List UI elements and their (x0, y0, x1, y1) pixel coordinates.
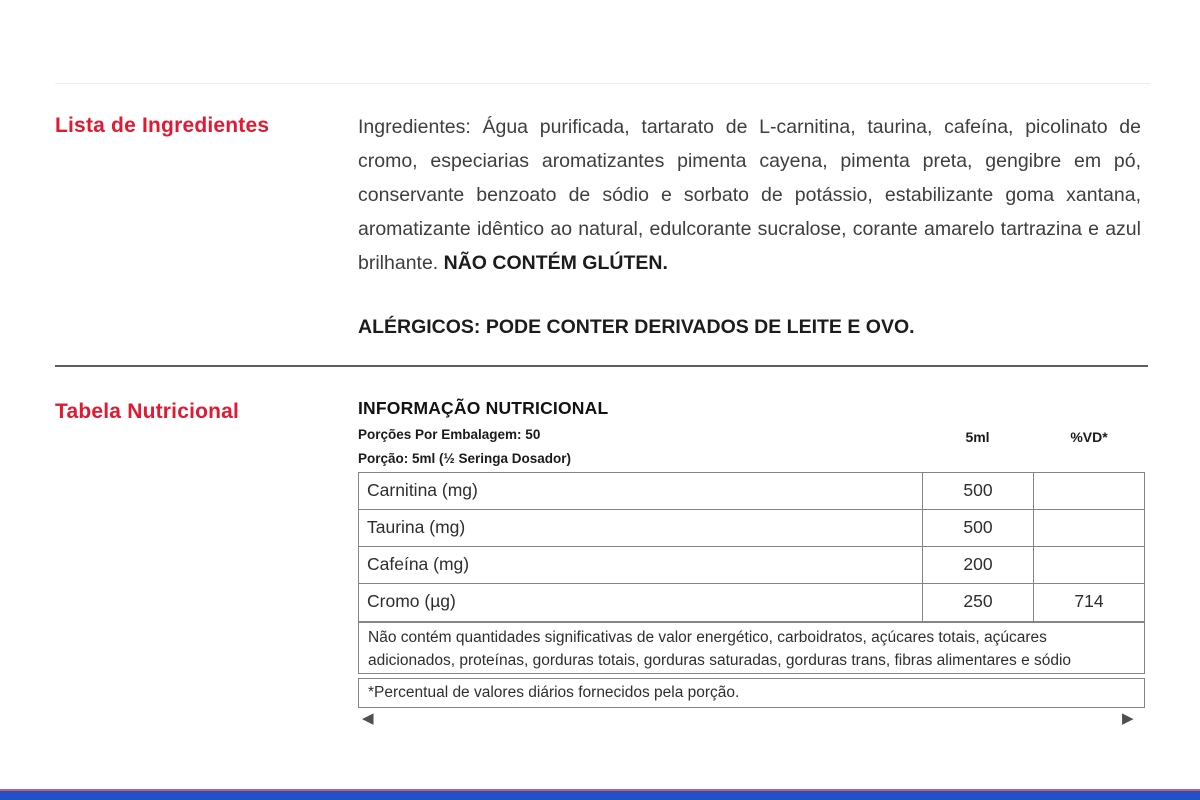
table-row (359, 547, 1144, 584)
amount-cell: 200 (923, 547, 1034, 583)
amount-cell: 250 (923, 584, 1034, 621)
column-header-daily-value: %VD* (1070, 429, 1108, 445)
no-significant-amounts-note: Não contém quantidades significativas de valor energético, carboidratos, açúcares totais, açúcares adicionados, proteínas, gorduras totais, gorduras saturadas, gorduras trans, fibras alimentares e sódio (358, 622, 1145, 674)
daily-value-cell (1034, 473, 1144, 509)
ingredients-paragraph-text: Ingredientes: Água purificada, tartarato de L-carnitina, taurina, cafeína, picolinato de cromo, especiarias aromatizantes pimenta cayena, pimenta preta, gengibre em pó, conservante benzoato de sódio e sorbato de potássio, estabilizante goma xantana, aromatizante idêntico ao natural, edulcorante sucralose, corante amarelo tartrazina e azul brilhante. (358, 116, 1141, 274)
daily-value-cell: 714 (1074, 591, 1104, 611)
footer-accent-bar (0, 791, 1200, 800)
daily-values-footnote: *Percentual de valores diários fornecidos pela porção. (358, 678, 1145, 708)
column-header-amount: 5ml (965, 429, 990, 445)
table-row (359, 473, 1144, 510)
ingredients-paragraph (358, 110, 1141, 280)
nutrition-section-heading: Tabela Nutricional (55, 400, 240, 423)
table-row (359, 584, 1144, 621)
ingredients-section-heading: Lista de Ingredientes (55, 114, 270, 137)
servings-per-package-label: Porções Por Embalagem: 50 (358, 427, 541, 442)
nutrient-name-cell: Cromo (µg) (359, 584, 923, 621)
daily-value-cell (1034, 547, 1144, 583)
nutrition-table-title: INFORMAÇÃO NUTRICIONAL (358, 398, 609, 418)
amount-cell: 500 (923, 510, 1034, 546)
daily-value-cell (1034, 510, 1144, 546)
serving-size-label: Porção: 5ml (½ Seringa Dosador) (358, 451, 572, 466)
nutrient-name-cell: Taurina (mg) (359, 510, 923, 546)
gluten-free-note: NÃO CONTÉM GLÚTEN. (443, 252, 668, 274)
table-row (359, 510, 1144, 547)
nutrient-name-cell: Cafeína (mg) (359, 547, 923, 583)
amount-cell: 500 (923, 473, 1034, 509)
nutrient-name-cell: Carnitina (mg) (359, 473, 923, 509)
section-divider (55, 365, 1148, 367)
top-divider (55, 83, 1150, 84)
nutrition-table (358, 472, 1145, 622)
scroll-left-icon[interactable]: ◀ (362, 710, 374, 727)
scroll-right-icon[interactable]: ▶ (1122, 710, 1134, 727)
allergens-note: ALÉRGICOS: PODE CONTER DERIVADOS DE LEITE E OVO. (358, 316, 915, 338)
